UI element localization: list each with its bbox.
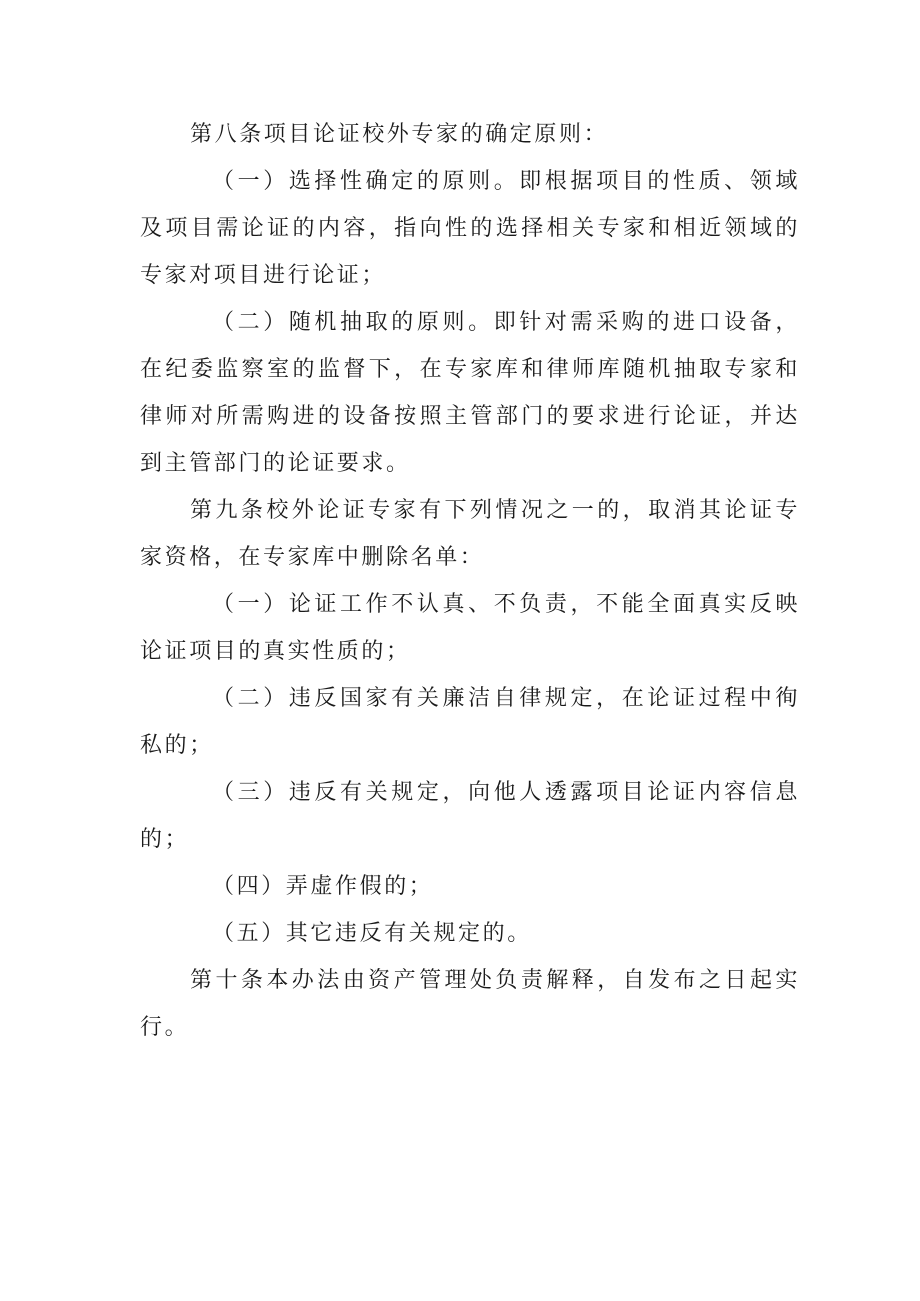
article-8-heading: 第八条项目论证校外专家的确定原则：: [190, 122, 609, 147]
article-9-item-1: （一）论证工作不认真、不负责，不能全面真实反映论证项目的真实性质的；: [140, 592, 800, 664]
article-9-item-2: （二）违反国家有关廉洁自律规定，在论证过程中徇私的；: [140, 686, 800, 758]
article-8-item-2: （二）随机抽取的原则。即针对需采购的进口设备，在纪委监察室的监督下，在专家库和律师库随机抽取专家和律师对所需购进的设备按照主管部门的要求进行论证，并达到主管部门的论证要求。: [140, 310, 800, 476]
article-9-item-4: （四）弄虚作假的；: [212, 874, 434, 899]
article-9-heading: 第九条校外论证专家有下列情况之一的，取消其论证专家资格，在专家库中删除名单：: [140, 498, 800, 570]
document-body: [140, 111, 800, 1051]
article-9-item-5: （五）其它违反有关规定的。: [212, 921, 532, 946]
article-9-item-3: （三）违反有关规定，向他人透露项目论证内容信息的；: [140, 780, 800, 852]
article-8-item-1: （一）选择性确定的原则。即根据项目的性质、领域及项目需论证的内容，指向性的选择相关专家和相近领域的专家对项目进行论证；: [140, 169, 800, 288]
article-10: 第十条本办法由资产管理处负责解释，自发布之日起实行。: [140, 968, 800, 1040]
